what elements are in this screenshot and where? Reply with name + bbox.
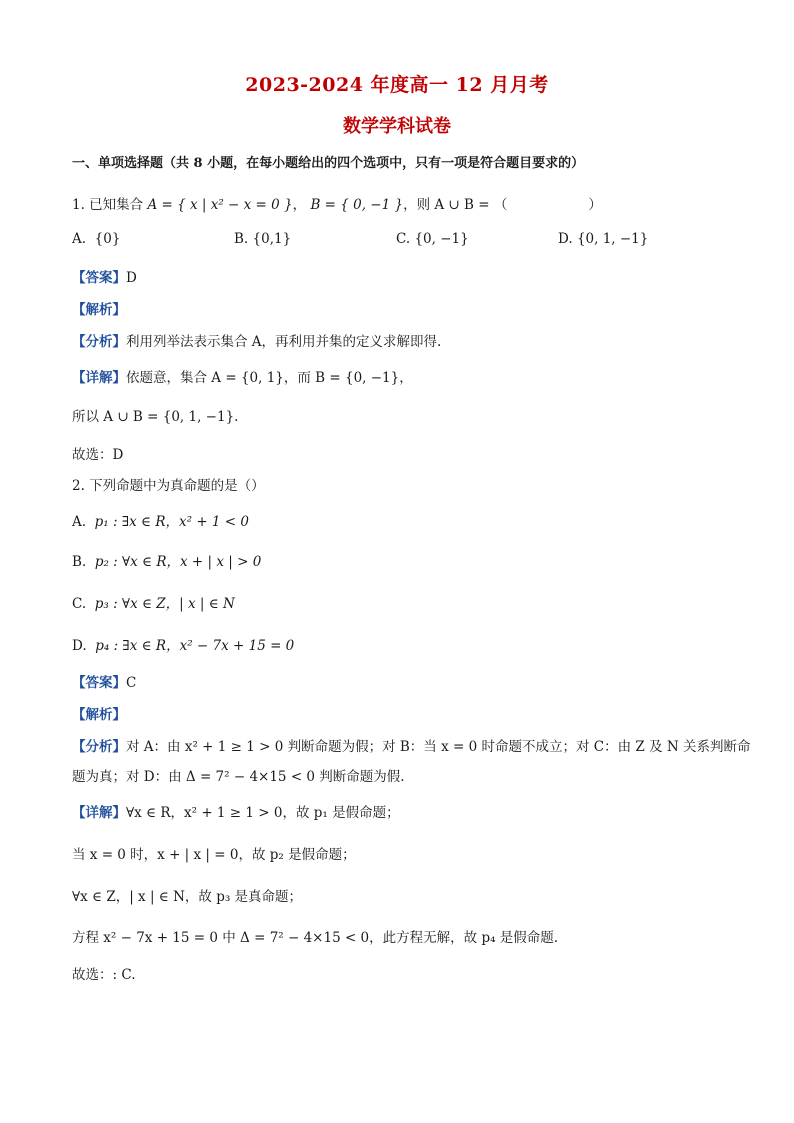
q1-choice: 故选：D	[72, 447, 124, 463]
q1-stem-prefix: 1. 已知集合	[72, 197, 144, 213]
q1-option-c: C. {0, −1}	[396, 231, 469, 247]
q2-analysis-tag: 【解析】	[72, 707, 126, 723]
q2-choice: 故选：: C.	[72, 967, 136, 983]
answer-tag: 【答案】	[72, 270, 126, 286]
q2-detail-4: 方程 x² − 7x + 15 = 0 中 Δ = 7² − 4×15 < 0，此方程无解，故 p₄ 是假命题.	[72, 930, 559, 946]
q1-set-a: A = { x | x² − x = 0 }	[147, 197, 293, 213]
q2-detail-1: 【详解】∀x ∈ R，x² + 1 ≥ 1 > 0，故 p₁ 是假命题；	[72, 805, 400, 821]
q1-answer: 【答案】D	[72, 270, 137, 286]
q1-analysis-tag: 【解析】	[72, 302, 126, 318]
q2-option-a: A. p₁ : ∃x ∈ R，x² + 1 < 0	[72, 514, 249, 530]
q1-option-b: B. {0,1}	[234, 231, 292, 247]
q2-stem: 2. 下列命题中为真命题的是（）	[72, 478, 265, 494]
q2-answer: 【答案】C	[72, 675, 137, 691]
q1-detail-1: 【详解】依题意，集合 A = {0, 1}，而 B = {0, −1}，	[72, 370, 413, 386]
q1-option-d: D. {0, 1, −1}	[558, 231, 649, 247]
q1-stem: 1. 已知集合 A = { x | x² − x = 0 }， B = { 0, −1 }，则 A ∪ B = （ ）	[72, 197, 602, 213]
q2-fenxi-1: 【分析】对 A：由 x² + 1 ≥ 1 > 0 判断命题为假；对 B：当 x = 0 时命题不成立；对 C：由 Z 及 N 关系判断命	[72, 739, 751, 755]
q1-fenxi: 【分析】利用列举法表示集合 A，再利用并集的定义求解即得.	[72, 334, 442, 350]
q2-option-b: B. p₂ : ∀x ∈ R，x + | x | > 0	[72, 554, 262, 570]
q1-detail-2: 所以 A ∪ B = {0, 1, −1}.	[72, 409, 239, 425]
q2-option-d: D. p₄ : ∃x ∈ R，x² − 7x + 15 = 0	[72, 638, 295, 654]
q2-detail-2: 当 x = 0 时，x + | x | = 0，故 p₂ 是假命题；	[72, 847, 356, 863]
q1-option-a: A. {0}	[72, 231, 121, 247]
q2-option-c: C. p₃ : ∀x ∈ Z，| x | ∈ N	[72, 596, 235, 612]
exam-subtitle: 数学学科试卷	[343, 116, 451, 137]
section-heading: 一、单项选择题（共 8 小题，在每小题给出的四个选项中，只有一项是符合题目要求的）	[72, 156, 585, 171]
q1-set-b: B = { 0, −1 }	[310, 197, 404, 213]
q2-fenxi-2: 题为真；对 D：由 Δ = 7² − 4×15 < 0 判断命题为假.	[72, 769, 405, 785]
exam-title: 2023-2024 年度高一 12 月月考	[245, 74, 549, 96]
q1-stem-suffix: ，则 A ∪ B = （ ）	[403, 197, 602, 213]
q2-detail-3: ∀x ∈ Z，| x | ∈ N，故 p₃ 是真命题；	[72, 889, 303, 905]
